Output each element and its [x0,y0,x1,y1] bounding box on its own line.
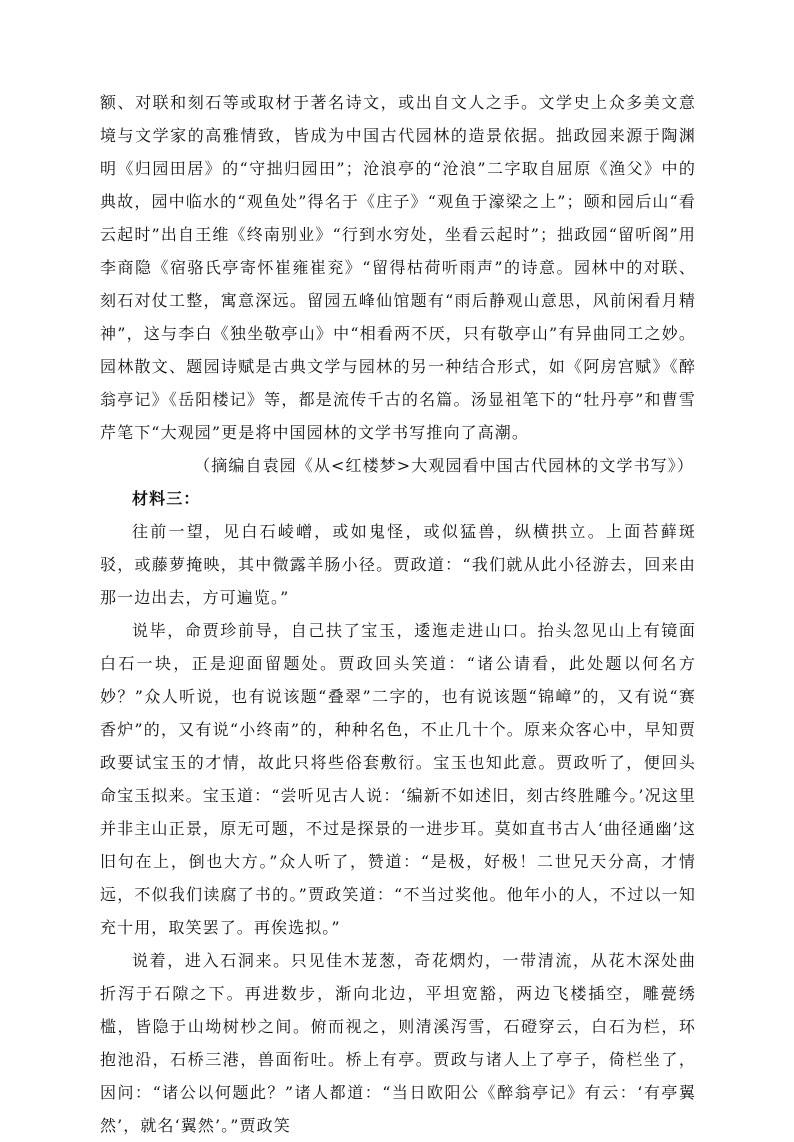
source-citation: （摘编自袁园《从<红楼梦>大观园看中国古代园林的文学书写》） [194,456,694,475]
paragraph-naming-scene: 说毕，命贾珍前导，自己扶了宝玉，逶迤走进山口。抬头忽见山上有镜面白石一块，正是迎面留题处。贾政回头笑道：“诸公请看，此处题以何名方妙？”众人听说，也有说该题“叠翠”二字的，也有说该题“锦嶂”的，又有说“赛香炉”的，又有说“小终南”的，种种名色，不止几十个。原来众客心中，早知贾政要试宝玉的才情，故此只将些俗套敷衍。宝玉也知此意。贾政听了，便回头命宝玉拟来。宝玉道：“尝听见古人说：‘编新不如述旧，刻古终胜雕今。’况这里并非主山正景，原无可题，不过是探景的一进步耳。莫如直书古人‘曲径通幽’这旧句在上，倒也大方。”众人听了，赞道：“是极，好极！二世兄天分高，才情远，不似我们读腐了书的。”贾政笑道：“不当过奖他。他年小的人，不过以一知充十用，取笑罢了。再俟选拟。” [100,621,696,937]
section-heading-material-three: 材料三： [132,489,201,508]
paragraph-stone-path: 往前一望，见白石崚嶒，或如鬼怪，或似猛兽，纵横拱立。上面苔藓斑驳，或藤萝掩映，其中微露羊肠小径。贾政道：“我们就从此小径游去，回来由那一边出去，方可遍览。” [100,522,696,607]
paragraph-stone-cave: 说着，进入石洞来。只见佳木茏葱，奇花熌灼，一带清流，从花木深处曲折泻于石隙之下。再进数步，渐向北边，平坦宽豁，两边飞楼插空，雕甍绣槛，皆隐于山坳树杪之间。俯而视之，则清溪泻雪，石磴穿云，白石为栏，环抱池沿，石桥三港，兽面衔吐。桥上有亭。贾政与诸人上了亭子，倚栏坐了，因问：“诸公以何题此？”诸人都道：“当日欧阳公《醉翁亭记》有云：‘有亭翼然’，就名‘翼然’。”贾政笑 [100,951,696,1135]
document-body [100,86,696,1142]
paragraph-gardens-literature: 额、对联和刻石等或取材于著名诗文，或出自文人之手。文学史上众多美文意境与文学家的高雅情致，皆成为中国古代园林的造景依据。拙政园来源于陶渊明《归园田居》的“守拙归园田”；沧浪亭的“沧浪”二字取自屈原《渔父》中的典故，园中临水的“观鱼处”得名于《庄子》“观鱼于濠梁之上”；颐和园后山“看云起时”出自王维《终南别业》“行到水穷处，坐看云起时”；拙政园“留听阁”用李商隐《宿骆氏亭寄怀崔雍崔兖》“留得枯荷听雨声”的诗意。园林中的对联、刻石对仗工整，寓意深远。留园五峰仙馆题有“雨后静观山意思，风前闲看月精神”，这与李白《独坐敬亭山》中“相看两不厌，只有敬亭山”有异曲同工之妙。园林散文、题园诗赋是古典文学与园林的另一种结合形式，如《阿房宫赋》《醉翁亭记》《岳阳楼记》等，都是流传千古的名篇。汤显祖笔下的“牡丹亭”和曹雪芹笔下“大观园”更是将中国园林的文学书写推向了高潮。 [100,93,696,442]
